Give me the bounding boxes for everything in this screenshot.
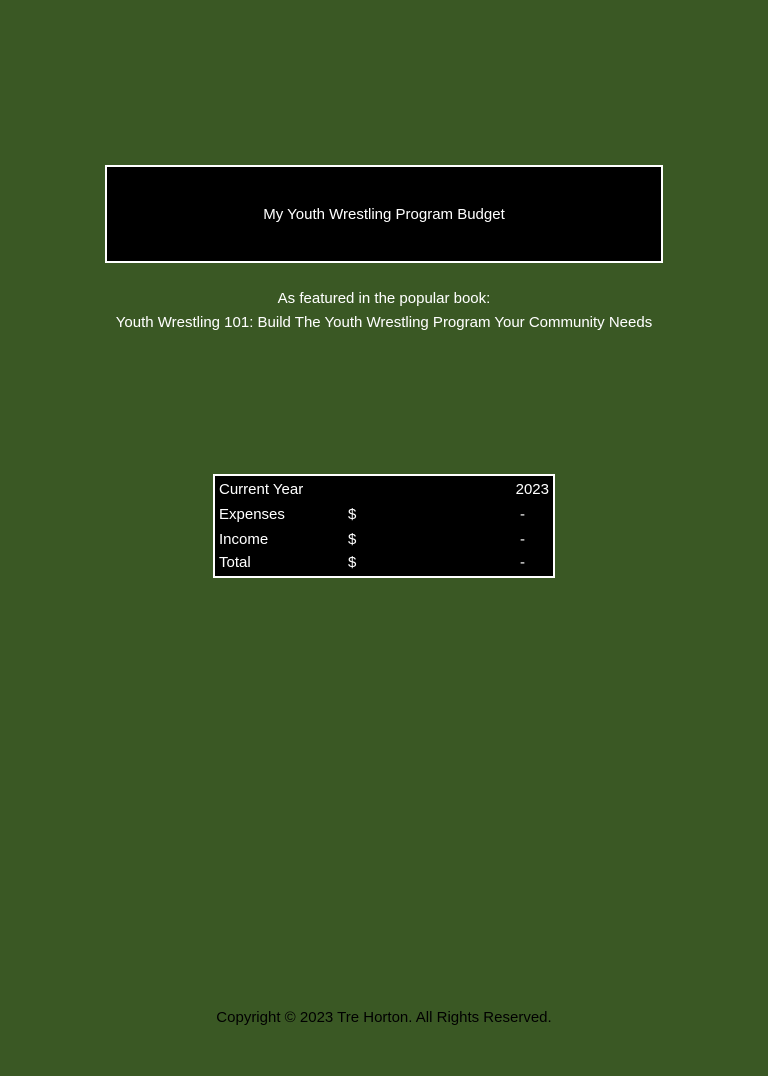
total-currency: $ bbox=[348, 554, 357, 571]
copyright-notice: Copyright © 2023 Tre Horton. All Rights Reserved. bbox=[216, 1009, 552, 1026]
current-year-label: Current Year bbox=[219, 481, 304, 498]
expenses-value: - bbox=[520, 506, 525, 523]
title-box bbox=[105, 165, 663, 263]
summary-row-total bbox=[215, 554, 553, 578]
total-label: Total bbox=[219, 554, 251, 571]
featured-intro: As featured in the popular book: bbox=[277, 290, 491, 307]
current-year-value: 2023 bbox=[515, 481, 549, 498]
income-label: Income bbox=[219, 531, 269, 548]
expenses-label: Expenses bbox=[219, 506, 285, 523]
book-title: Youth Wrestling 101: Build The Youth Wrestling Program Your Community Needs bbox=[115, 314, 653, 331]
income-currency: $ bbox=[348, 531, 357, 548]
page-title: My Youth Wrestling Program Budget bbox=[263, 205, 505, 223]
total-value: - bbox=[520, 554, 525, 571]
expenses-currency: $ bbox=[348, 506, 357, 523]
income-value: - bbox=[520, 531, 525, 548]
summary-row-income bbox=[215, 531, 553, 555]
summary-row-expenses bbox=[215, 506, 553, 530]
summary-row-current-year bbox=[215, 481, 553, 505]
budget-summary-table bbox=[213, 474, 555, 578]
